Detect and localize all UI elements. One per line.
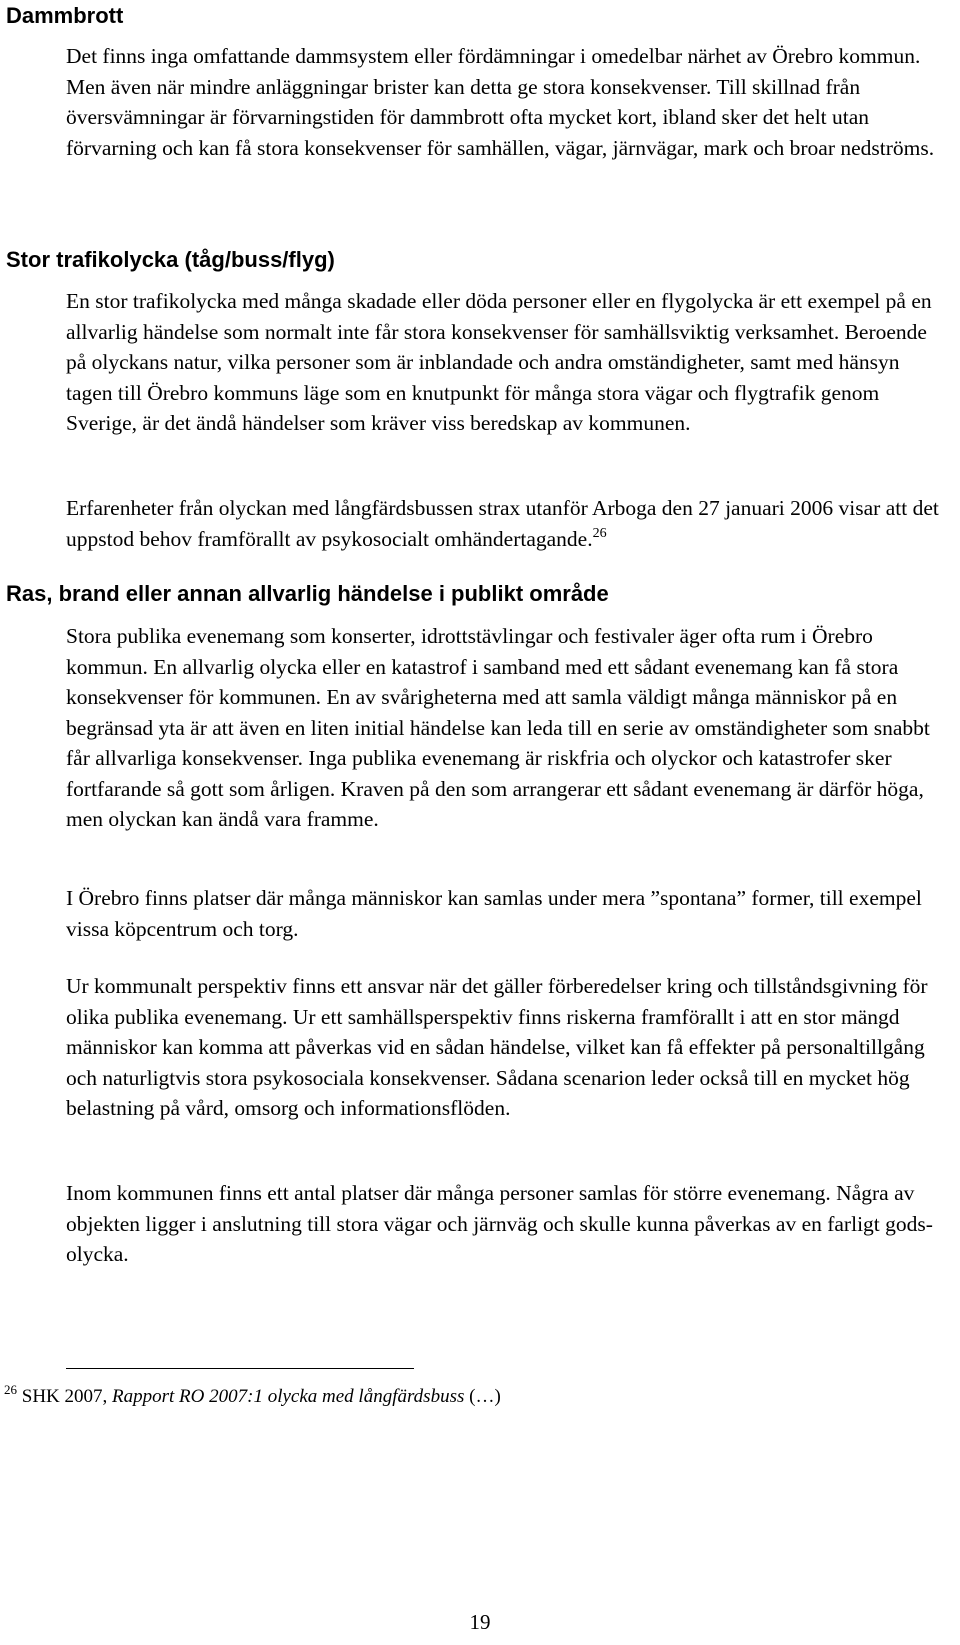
paragraph-trafikolycka-1: En stor trafikolycka med många skadade eller döda personer eller en flygolycka är ett exempel på en allvarlig händelse som normalt inte får stora konsekvenser för samhällsviktig verksamhet. Beroende på olyckans natur, vilka personer som är inblandade och andra omständigheter, samt med hänsyn tagen till Örebro kommuns läge som en knutpunkt för många stora vägar och flygtrafik genom Sverige, är det ändå händelser som kräver viss beredskap av kommunen. bbox=[66, 289, 932, 435]
page-number: 19 bbox=[469, 1610, 491, 1634]
footnote-separator bbox=[66, 1368, 414, 1369]
heading-dammbrott: Dammbrott bbox=[6, 3, 124, 28]
paragraph-publikt-4: Inom kommunen finns ett antal platser där många personer samlas för större evenemang. Några av objekten ligger i anslutning till stora vägar och järnväg och skulle kunna påverkas av en farligt gods-olycka. bbox=[66, 1181, 933, 1266]
paragraph-publikt-3: Ur kommunalt perspektiv finns ett ansvar när det gäller förberedelser kring och tillståndsgivning för olika publika evenemang. Ur ett samhällsperspektiv finns riskerna framförallt i att en stor mängd människor kan komma att påverkas vid en sådan händelse, vilket kan få effekter på personaltillgång och naturligtvis stora psykosociala konsekvenser. Sådana scenarion leder också till en mycket hög belastning på vård, omsorg och informationsflöden. bbox=[66, 974, 928, 1120]
footnote-title: Rapport RO 2007:1 olycka med långfärdsbuss bbox=[112, 1386, 465, 1407]
paragraph-trafikolycka-2-text: Erfarenheter från olyckan med långfärdsbussen strax utanför Arboga den 27 januari 2006 visar att det uppstod behov framförallt av psykosocialt omhändertagande. bbox=[66, 496, 939, 551]
paragraph-trafikolycka-2 bbox=[66, 493, 946, 554]
footnote bbox=[4, 1382, 501, 1409]
footnote-suffix: (…) bbox=[464, 1386, 501, 1407]
paragraph-publikt-2: I Örebro finns platser där många människor kan samlas under mera ”spontana” former, till exempel vissa köpcentrum och torg. bbox=[66, 886, 922, 941]
footnote-prefix: SHK 2007, bbox=[21, 1386, 113, 1407]
heading-publikt-omrade: Ras, brand eller annan allvarlig händelse i publikt område bbox=[6, 581, 609, 606]
paragraph-dammbrott: Det finns inga omfattande dammsystem eller fördämningar i omedelbar närhet av Örebro kommun. Men även när mindre anläggningar brister kan detta ge stora konsekvenser. Till skillnad från översvämningar är förvarningstiden för dammbrott ofta mycket kort, ibland sker det helt utan förvarning och kan få stora konsekvenser för samhällen, vägar, järnvägar, mark och broar nedströms. bbox=[66, 44, 935, 160]
paragraph-publikt-1: Stora publika evenemang som konserter, idrottstävlingar och festivaler äger ofta rum i Örebro kommun. En allvarlig olycka eller en katastrof i samband med ett sådant evenemang kan få stora konsekvenser för kommunen. En av svårigheterna med att samla väldigt många människor på en begränsad yta är att även en liten initial händelse kan leda till en serie av omständigheter som snabbt får allvarliga konsekvenser. Inga publika evenemang är riskfria och olyckor och katastrofer sker fortfarande så gott som årligen. Kraven på den som arrangerar ett sådant evenemang är därför höga, men olyckan kan ändå vara framme. bbox=[66, 624, 930, 831]
footnote-reference: 26 bbox=[592, 525, 607, 541]
heading-trafikolycka: Stor trafikolycka (tåg/buss/flyg) bbox=[6, 247, 335, 272]
footnote-number: 26 bbox=[4, 1382, 17, 1397]
